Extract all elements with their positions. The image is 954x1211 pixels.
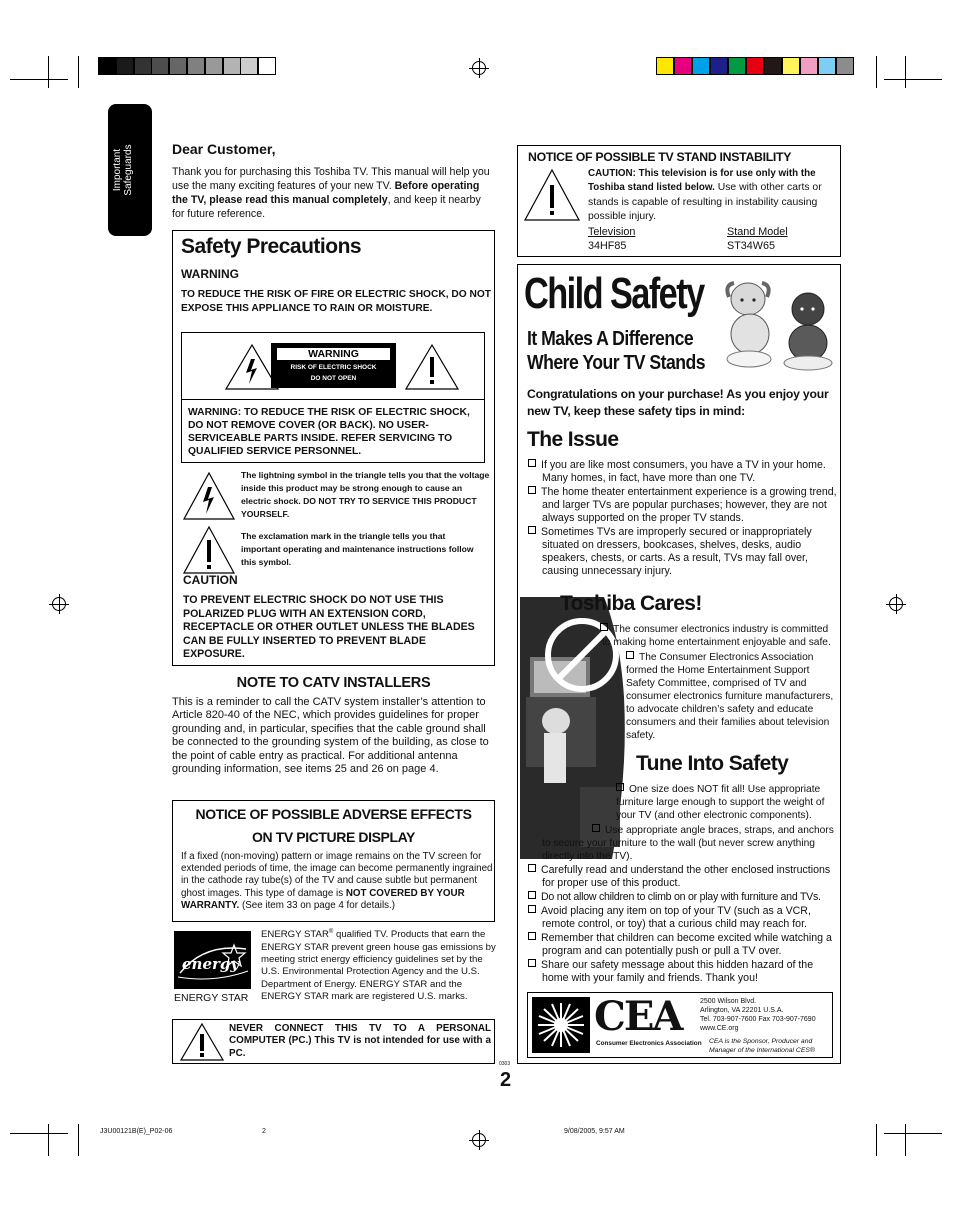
gray-swatch	[187, 57, 205, 75]
shock-label-line1: RISK OF ELECTRIC SHOCK	[290, 364, 377, 371]
stand-col1-head: Television	[588, 226, 636, 238]
cea-address-2: Arlington, VA 22201 U.S.A.	[700, 1007, 784, 1014]
issue-title: The Issue	[527, 428, 619, 451]
cea-note: CEA is the Sponsor, Producer and Manager of the International CES®	[709, 1038, 815, 1054]
side-tab-line1: Important	[112, 148, 123, 192]
registration-mark-left	[52, 597, 66, 611]
gray-swatch	[151, 57, 169, 75]
catv-text: This is a reminder to call the CATV system installer’s attention to Article 820-40 of the NEC, which provides guidelines for proper grounding and, in particular, specifies that the cable ground shall be connected to the grounding system of the building, as close to the point of cable entry as practical. For additional antenna grounding information, see items 25 and 26 on page 4.	[172, 696, 489, 776]
pc-warning-triangle-icon	[179, 1022, 225, 1062]
stand-col1-val: 34HF85	[588, 240, 627, 252]
intro-text-start: Thank you for purchasing this Toshiba TV. This manual will help you use the many exciting features of your new TV.	[172, 166, 490, 192]
small-code: 0303	[499, 1061, 511, 1067]
cares-title: Toshiba Cares!	[560, 592, 702, 615]
color-swatch	[746, 57, 764, 75]
color-swatch	[818, 57, 836, 75]
energy-star-text-rest: qualified TV. Products that earn the ENERGY STAR prevent green house gas emissions by meeting strict energy efficiency guidelines set by the U.S. Environmental Protection Agency and the U.S. Department of Energy. ENERGY STAR and the ENERGY STAR mark are registered U.S. marks.	[261, 929, 496, 1003]
cea-logo-text: CEA	[594, 993, 682, 1040]
gray-swatch	[169, 57, 187, 75]
tune-item	[528, 905, 841, 931]
page-number: 2	[500, 1069, 512, 1091]
color-swatch	[674, 57, 692, 75]
exclamation-triangle-icon	[404, 343, 460, 391]
issue-list	[528, 459, 838, 578]
energy-star-logo	[174, 931, 251, 989]
adverse-text-end: (See item 33 on page 4 for details.)	[239, 899, 396, 911]
shock-label	[271, 343, 396, 388]
footer-file: J3U00121B(E)_P02-06	[100, 1128, 173, 1135]
tune-item-text: Remember that children can become excited while watching a program and can potentially push or pull a TV over.	[541, 932, 832, 957]
intro-text	[172, 165, 490, 221]
shock-label-line2: DO NOT OPEN	[310, 375, 357, 382]
color-swatch	[800, 57, 818, 75]
babies-photo-icon	[716, 279, 838, 371]
issue-item	[528, 526, 838, 578]
adverse-title-line1: NOTICE OF POSSIBLE ADVERSE EFFECTS	[195, 806, 472, 822]
stand-instability-box	[517, 145, 841, 257]
child-safety-box	[517, 264, 841, 1064]
pc-notice-box	[172, 1019, 495, 1064]
gray-swatch	[205, 57, 223, 75]
lightning-symbol-icon	[182, 471, 236, 521]
adverse-text-start: If a fixed (non-moving) pattern or image remains on the TV screen for extended periods of time, the image can become permanently ingrained in the cathode ray tube(s) of the TV and cause subtle but permanent ghost images. This type of damage is	[181, 851, 493, 899]
cea-logo-sub: Consumer Electronics Association	[596, 1040, 702, 1047]
gray-swatch	[258, 57, 276, 75]
footer-date: 9/08/2005, 9:57 AM	[564, 1128, 625, 1135]
child-subtitle-line2: Where Your TV Stands	[527, 351, 706, 374]
cea-address-4: www.CE.org	[700, 1025, 739, 1032]
tune-item	[528, 891, 841, 904]
pc-notice-text: NEVER CONNECT THIS TV TO A PERSONAL COMPUTER (PC.) This TV is not intended for use with a PC.	[229, 1023, 491, 1059]
cares-item-text: The consumer electronics industry is committed to making home entertainment enjoyable and safe.	[602, 624, 831, 648]
gray-swatch	[240, 57, 258, 75]
issue-item	[528, 486, 838, 525]
warning-heading: WARNING	[181, 267, 239, 281]
tune-item-text: One size does NOT fit all! Use appropriate furniture large enough to support the weight of your TV (and other electronic components).	[616, 784, 825, 821]
energy-star-text: ENERGY STAR® qualified TV. Products that earn the ENERGY STAR prevent green house gas emissions by meeting strict energy efficiency guidelines set by the U.S. Environmental Protection Agency and the U.S. Department of Energy. ENERGY STAR and the ENERGY STAR mark are registered U.S. marks.	[261, 929, 496, 1003]
tune-item-1	[616, 783, 840, 822]
intro-heading: Dear Customer,	[172, 141, 276, 157]
color-swatch	[836, 57, 854, 75]
gray-swatch	[116, 57, 134, 75]
tune-item-text: Use appropriate angle braces, straps, and anchors to secure your furniture to the wall (but never screw anything directly into the TV).	[542, 825, 834, 862]
color-swatch	[764, 57, 782, 75]
adverse-text	[181, 851, 493, 912]
intro-text-bold: Before operating the TV, please read this manual completely	[172, 180, 480, 206]
stand-warning-triangle-icon	[523, 168, 581, 222]
shock-label-box	[181, 332, 485, 463]
exclamation-explanation: The exclamation mark in the triangle tells you that important operating and maintenance instructions follow this symbol.	[241, 531, 474, 567]
tune-item-text: Do not allow children to climb on or play with furniture and TVs.	[541, 891, 821, 903]
warning-text: TO REDUCE THE RISK OF FIRE OR ELECTRIC SHOCK, DO NOT EXPOSE THIS APPLIANCE TO RAIN OR MOISTURE.	[181, 289, 491, 314]
tune-item	[528, 932, 841, 958]
stand-text-bold: CAUTION: This television is for use only with the Toshiba stand listed below.	[588, 168, 816, 194]
energy-star-caption: ENERGY STAR	[174, 992, 249, 1004]
caution-heading: CAUTION	[183, 573, 238, 587]
tune-title: Tune Into Safety	[636, 752, 789, 775]
gray-swatch	[223, 57, 241, 75]
energy-star-text-start: ENERGY STAR	[261, 929, 329, 941]
exclamation-symbol-icon	[182, 525, 236, 575]
catv-title: NOTE TO CATV INSTALLERS	[236, 675, 431, 691]
stand-text	[588, 167, 840, 224]
intro-text-end: , and keep it nearby for future reference.	[172, 194, 481, 220]
footer-page: 2	[262, 1128, 266, 1135]
safety-precautions-box	[172, 230, 495, 666]
cares-item-text: The Consumer Electronics Association formed the Home Entertainment Support Safety Committee, comprised of TV and consumer electronics furniture manufacturers, to advocate children’s safety and educate consumers and their families about television safety.	[626, 652, 834, 741]
shock-label-warning: WARNING: TO REDUCE THE RISK OF ELECTRIC SHOCK, DO NOT REMOVE COVER (OR BACK). NO USER-SERVICEABLE PARTS INSIDE. REFER SERVICING TO QUALIFIED SERVICE PERSONNEL.	[188, 407, 470, 457]
adverse-effects-box	[172, 800, 495, 922]
issue-item-text: Sometimes TVs are improperly secured or inappropriately situated on dressers, bookcases, shelves, desks, audio speakers, chests, or carts. As a result, TVs may fall over, causing unnecessary injury.	[541, 526, 812, 577]
energy-logo-word: energy	[182, 955, 240, 973]
color-swatch	[728, 57, 746, 75]
cea-address-1: 2500 Wilson Blvd.	[700, 998, 757, 1005]
stand-col2-head: Stand Model	[727, 226, 788, 238]
cares-item-2	[626, 651, 840, 742]
cares-item-1	[602, 623, 838, 649]
safety-title: Safety Precautions	[181, 235, 362, 258]
stand-col2-val: ST34W65	[727, 240, 776, 252]
tune-item	[528, 864, 841, 890]
child-congrats: Congratulations on your purchase! As you enjoy your new TV, keep these safety tips in mind:	[527, 387, 829, 418]
color-swatch	[656, 57, 674, 75]
side-tab	[108, 104, 152, 236]
tune-list	[528, 864, 841, 985]
issue-item-text: The home theater entertainment experience is a growing trend, and larger TVs are popular purchases; however, they are not always supported on the proper TV stands.	[541, 486, 837, 524]
gray-swatch	[98, 57, 116, 75]
issue-item	[528, 459, 838, 485]
tune-item-text: Carefully read and understand the other enclosed instructions for proper use of this product.	[541, 864, 831, 889]
adverse-text-bold: NOT COVERED BY YOUR WARRANTY.	[181, 887, 465, 911]
side-tab-line2: Safeguards	[123, 144, 134, 196]
shock-label-title: WARNING	[277, 348, 390, 360]
stand-text-rest: Use with other carts or stands is capable of resulting in instability causing possible injury.	[588, 182, 822, 222]
registration-mark-top	[472, 61, 486, 75]
lightning-explanation: The lightning symbol in the triangle tells you that the voltage inside this product may be strong enough to cause an electric shock. DO NOT TRY TO SERVICE THIS PRODUCT YOURSELF.	[241, 470, 490, 519]
registration-mark-right	[889, 597, 903, 611]
cea-starburst-icon	[532, 997, 590, 1053]
gray-swatch	[134, 57, 152, 75]
registration-mark-bottom	[472, 1133, 486, 1147]
tune-item	[528, 959, 841, 985]
stand-title: NOTICE OF POSSIBLE TV STAND INSTABILITY	[528, 150, 792, 164]
tune-item-2	[542, 824, 838, 863]
color-swatch	[692, 57, 710, 75]
color-swatch	[710, 57, 728, 75]
caution-text: TO PREVENT ELECTRIC SHOCK DO NOT USE THIS POLARIZED PLUG WITH AN EXTENSION CORD, RECEPTACLE OR OTHER OUTLET UNLESS THE BLADES CAN BE FULLY INSERTED TO PREVENT BLADE EXPOSURE.	[183, 594, 475, 660]
tune-item-text: Avoid placing any item on top of your TV (such as a VCR, remote control, or toy) that a curious child may reach for.	[541, 905, 811, 930]
adverse-title-line2: ON TV PICTURE DISPLAY	[252, 829, 415, 845]
cea-box	[527, 992, 833, 1058]
cea-address-3: Tel. 703-907-7600 Fax 703-907-7690	[700, 1016, 816, 1023]
child-subtitle-line1: It Makes A Difference	[527, 327, 694, 350]
color-swatch	[782, 57, 800, 75]
issue-item-text: If you are like most consumers, you have a TV in your home. Many homes, in fact, have more than one TV.	[541, 459, 826, 484]
tune-item-text: Share our safety message about this hidden hazard of the home with your family and friends. Thank you!	[541, 959, 814, 984]
child-safety-title: Child Safety	[524, 269, 704, 318]
